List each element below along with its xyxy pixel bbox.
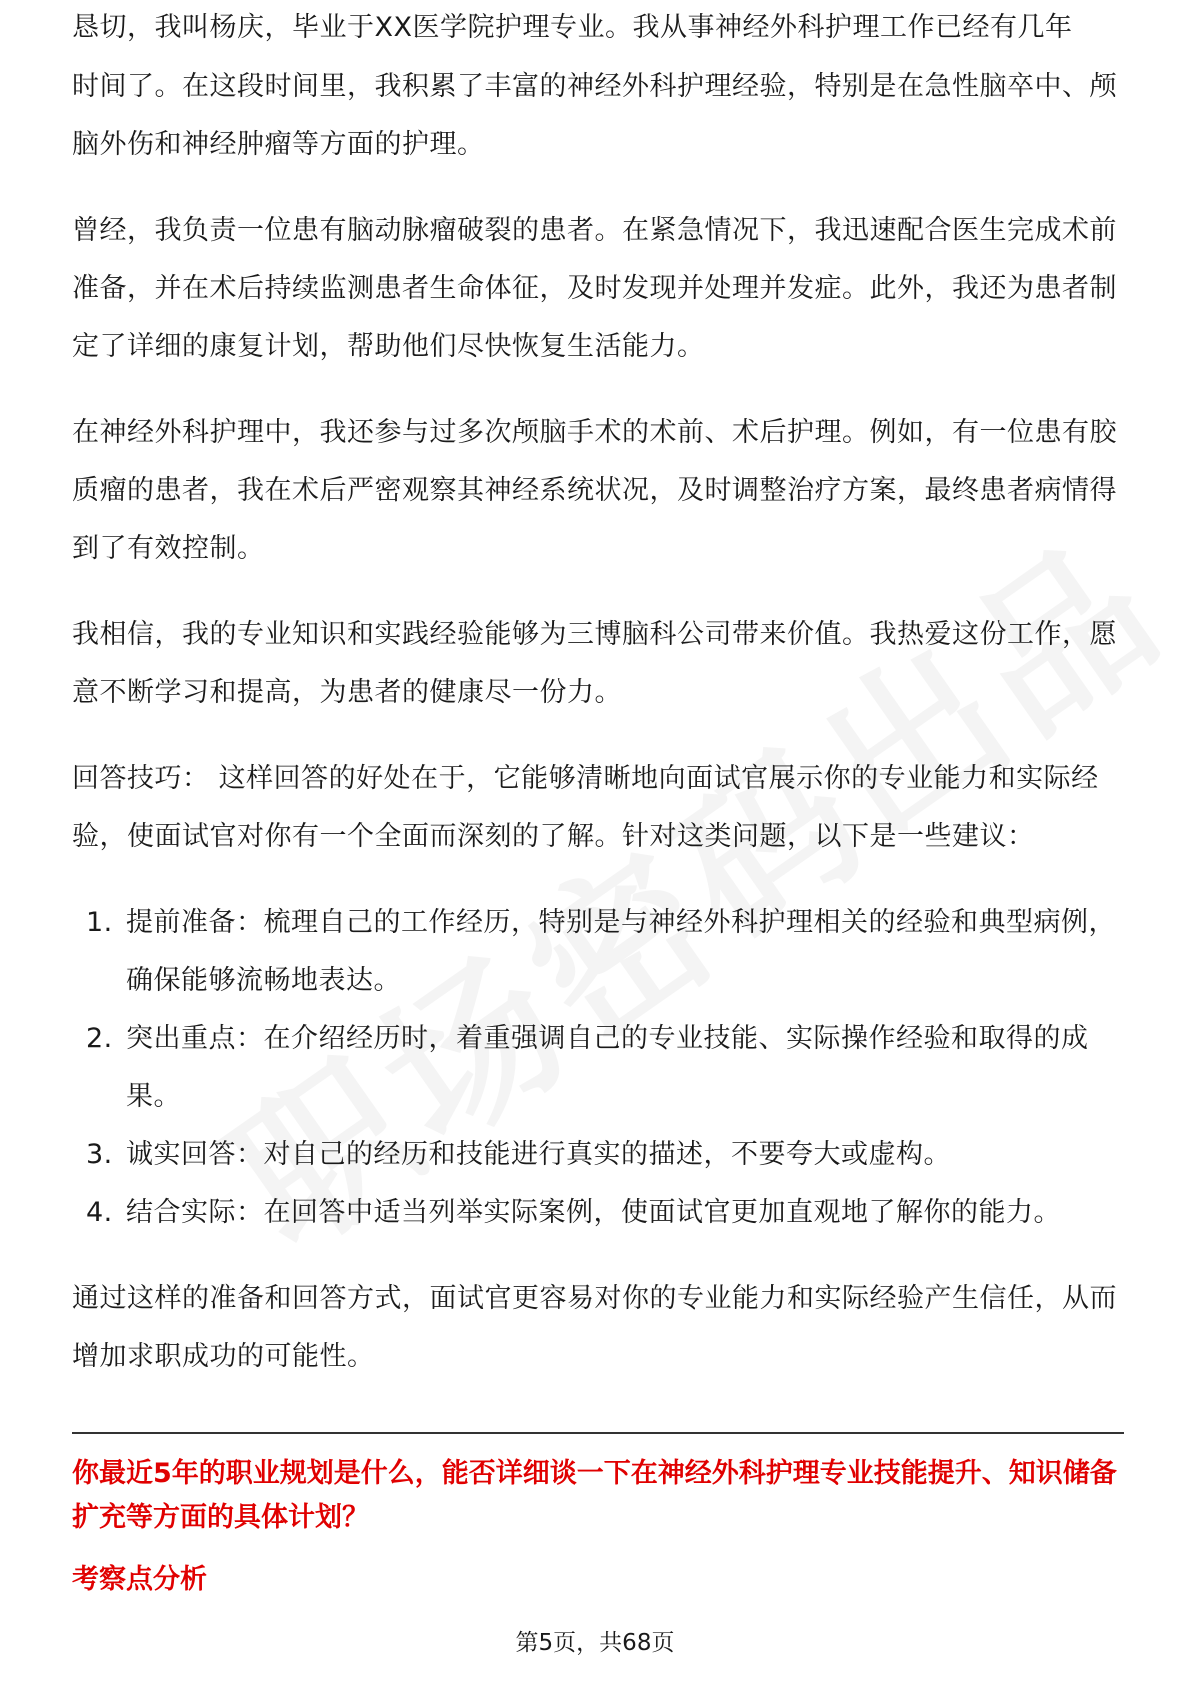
document-body: [72, 12, 1124, 1602]
list-item: [72, 1184, 1124, 1242]
list-item-number: 1.: [86, 907, 113, 938]
paragraph-glioma-case: 在神经外科护理中，我还参与过多次颅脑手术的术前、术后护理。例如，有一位患有胶质瘤的患者，我在术后严密观察其神经系统状况，及时调整治疗方案，最终患者病情得到了有效控制。: [72, 417, 1117, 564]
list-item-text: 突出重点：在介绍经历时，着重强调自己的专业技能、实际操作经验和取得的成果。: [126, 1023, 1089, 1112]
page-footer: 第5页，共68页: [515, 1630, 675, 1656]
section-divider: [72, 1432, 1124, 1434]
tips-list: [72, 894, 1124, 1242]
list-item: [72, 894, 1124, 1010]
analysis-heading: 考察点分析: [72, 1564, 207, 1595]
list-item-number: 4.: [86, 1197, 113, 1228]
paragraph-answer-tips: 回答技巧： 这样回答的好处在于，它能够清晰地向面试官展示你的专业能力和实际经验，使面试官对你有一个全面而深刻的了解。针对这类问题，以下是一些建议：: [72, 763, 1099, 852]
cut-off-line: [72, 12, 1124, 58]
list-item-text: 诚实回答：对自己的经历和技能进行真实的描述，不要夸大或虚构。: [126, 1139, 951, 1170]
paragraph-experience: 时间了。在这段时间里，我积累了丰富的神经外科护理经验，特别是在急性脑卒中、颅脑外伤和神经肿瘤等方面的护理。: [72, 71, 1117, 160]
paragraph-value: 我相信，我的专业知识和实践经验能够为三博脑科公司带来价值。我热爱这份工作，愿意不断学习和提高，为患者的健康尽一份力。: [72, 619, 1117, 708]
interview-question: 你最近5年的职业规划是什么，能否详细谈一下在神经外科护理专业技能提升、知识储备扩充等方面的具体计划？: [72, 1458, 1117, 1533]
paragraph-closing: 通过这样的准备和回答方式，面试官更容易对你的专业能力和实际经验产生信任，从而增加求职成功的可能性。: [72, 1283, 1117, 1372]
cut-off-line-text: 恳切，我叫杨庆，毕业于XX医学院护理专业。我从事神经外科护理工作已经有几年: [72, 12, 1073, 43]
list-item: [72, 1010, 1124, 1126]
paragraph-aneurysm-case: 曾经，我负责一位患有脑动脉瘤破裂的患者。在紧急情况下，我迅速配合医生完成术前准备，并在术后持续监测患者生命体征，及时发现并处理并发症。此外，我还为患者制定了详细的康复计划，帮助他们尽快恢复生活能力。: [72, 215, 1117, 362]
list-item-text: 提前准备：梳理自己的工作经历，特别是与神经外科护理相关的经验和典型病例，确保能够流畅地表达。: [126, 907, 1116, 996]
list-item-number: 3.: [86, 1139, 113, 1170]
list-item: [72, 1126, 1124, 1184]
list-item-number: 2.: [86, 1023, 113, 1054]
list-item-text: 结合实际：在回答中适当列举实际案例，使面试官更加直观地了解你的能力。: [126, 1197, 1061, 1228]
